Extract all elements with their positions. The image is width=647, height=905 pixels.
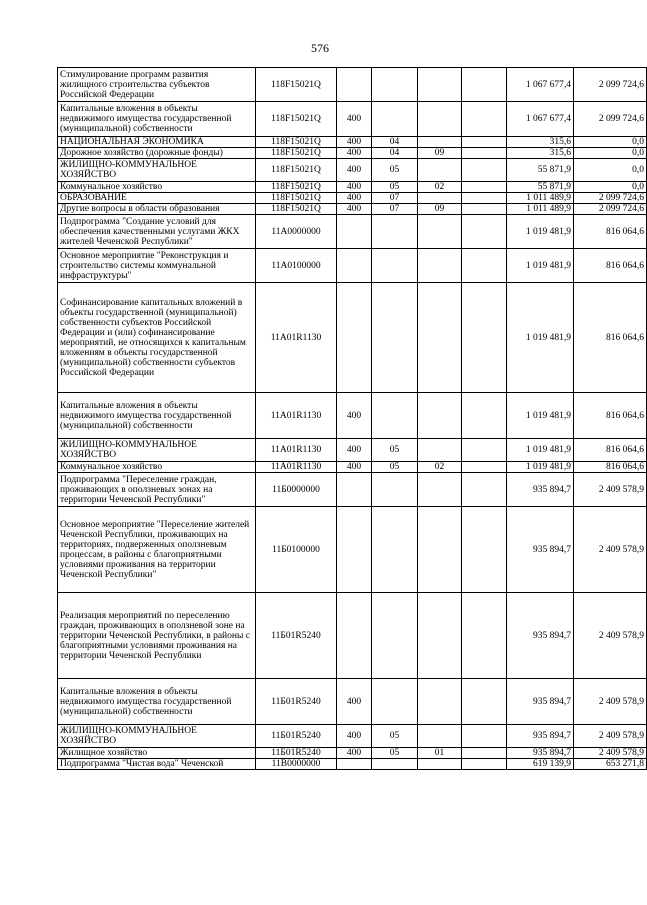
row-value-2020-cell: 935 894,7: [507, 473, 574, 507]
row-value-2020-cell: 315,6: [507, 148, 574, 159]
row-subsection-cell: [418, 759, 462, 770]
row-empty-cell: [462, 393, 507, 439]
row-name-cell: Стимулирование программ развития жилищного строительства субъектов Российской Федерации: [58, 68, 256, 102]
row-value-2020-cell: 55 871,9: [507, 182, 574, 193]
row-value-2021-cell: 0,0: [574, 148, 647, 159]
row-name-cell: Реализация мероприятий по переселению граждан, проживающих в оползневой зоне на территории Чеченской Республики, в районы с благоприятными условиями проживания на территории Чеченской Республики: [58, 593, 256, 679]
row-section-cell: [372, 283, 418, 393]
page-number: 576: [311, 41, 329, 55]
row-value-2021-cell: 0,0: [574, 137, 647, 148]
row-subsection-cell: [418, 249, 462, 283]
row-value-2021-cell: 2 409 578,9: [574, 679, 647, 725]
row-subsection-cell: 09: [418, 204, 462, 215]
table-row: [58, 473, 647, 507]
row-code-cell: 11А0100000: [256, 249, 337, 283]
row-expense-type-cell: 400: [337, 193, 372, 204]
row-empty-cell: [462, 439, 507, 462]
budget-table: [57, 67, 647, 770]
row-empty-cell: [462, 759, 507, 770]
row-section-cell: 04: [372, 148, 418, 159]
row-expense-type-cell: 400: [337, 439, 372, 462]
row-value-2020-cell: 1 011 489,9: [507, 204, 574, 215]
row-subsection-cell: [418, 193, 462, 204]
row-section-cell: 05: [372, 462, 418, 473]
row-section-cell: [372, 507, 418, 593]
row-value-2021-cell: 2 099 724,6: [574, 193, 647, 204]
row-empty-cell: [462, 593, 507, 679]
table-row: [58, 748, 647, 759]
row-code-cell: 118F15021Q: [256, 137, 337, 148]
row-value-2021-cell: 816 064,6: [574, 393, 647, 439]
row-value-2021-cell: 816 064,6: [574, 283, 647, 393]
row-empty-cell: [462, 748, 507, 759]
row-section-cell: [372, 473, 418, 507]
row-code-cell: 11А01R1130: [256, 439, 337, 462]
row-expense-type-cell: [337, 593, 372, 679]
row-subsection-cell: [418, 159, 462, 182]
row-empty-cell: [462, 462, 507, 473]
row-code-cell: 11Б01R5240: [256, 593, 337, 679]
table-row: [58, 593, 647, 679]
row-value-2020-cell: 1 011 489,9: [507, 193, 574, 204]
row-value-2021-cell: 2 099 724,6: [574, 68, 647, 102]
row-value-2020-cell: 1 019 481,9: [507, 439, 574, 462]
row-name-cell: Капитальные вложения в объекты недвижимого имущества государственной (муниципальной) собственности: [58, 393, 256, 439]
row-name-cell: Основное мероприятие "Переселение жителей Чеченской Республики, проживающих на территориях, подверженных оползневым процессам, в районы с благоприятными условиями проживания на территории Чеченской Республики": [58, 507, 256, 593]
row-value-2021-cell: 653 271,8: [574, 759, 647, 770]
row-section-cell: 05: [372, 159, 418, 182]
row-section-cell: 05: [372, 725, 418, 748]
row-section-cell: [372, 102, 418, 137]
table-row: [58, 68, 647, 102]
row-section-cell: [372, 215, 418, 249]
row-section-cell: 07: [372, 193, 418, 204]
row-name-cell: Жилищное хозяйство: [58, 748, 256, 759]
row-expense-type-cell: [337, 507, 372, 593]
row-subsection-cell: 01: [418, 748, 462, 759]
row-value-2021-cell: 2 409 578,9: [574, 473, 647, 507]
row-name-cell: ЖИЛИЩНО-КОММУНАЛЬНОЕ ХОЗЯЙСТВО: [58, 159, 256, 182]
row-subsection-cell: [418, 215, 462, 249]
row-section-cell: [372, 249, 418, 283]
row-code-cell: 11Б01R5240: [256, 748, 337, 759]
row-name-cell: Подпрограмма "Создание условий для обеспечения качественными услугами ЖКХ жителей Чеченской Республики": [58, 215, 256, 249]
row-empty-cell: [462, 507, 507, 593]
row-expense-type-cell: 400: [337, 679, 372, 725]
row-expense-type-cell: 400: [337, 137, 372, 148]
row-expense-type-cell: 400: [337, 748, 372, 759]
row-empty-cell: [462, 283, 507, 393]
row-value-2021-cell: 2 409 578,9: [574, 507, 647, 593]
row-name-cell: Капитальные вложения в объекты недвижимого имущества государственной (муниципальной) собственности: [58, 102, 256, 137]
row-section-cell: [372, 593, 418, 679]
row-empty-cell: [462, 148, 507, 159]
row-empty-cell: [462, 473, 507, 507]
row-expense-type-cell: [337, 759, 372, 770]
row-subsection-cell: [418, 679, 462, 725]
row-name-cell: ЖИЛИЩНО-КОММУНАЛЬНОЕ ХОЗЯЙСТВО: [58, 439, 256, 462]
row-value-2020-cell: 935 894,7: [507, 593, 574, 679]
row-subsection-cell: [418, 137, 462, 148]
row-name-cell: ОБРАЗОВАНИЕ: [58, 193, 256, 204]
row-value-2021-cell: 2 409 578,9: [574, 593, 647, 679]
row-section-cell: 07: [372, 204, 418, 215]
row-section-cell: 05: [372, 748, 418, 759]
row-name-cell: Софинансирование капитальных вложений в объекты государственной (муниципальной) собственности субъектов Российской Федерации и (или) софинансирование мероприятий, не относящихся к капитальным вложениям в объекты государственной (муниципальной) собственности субъектов Российской Федерации: [58, 283, 256, 393]
row-expense-type-cell: [337, 215, 372, 249]
row-section-cell: 05: [372, 182, 418, 193]
row-section-cell: [372, 393, 418, 439]
row-name-cell: Подпрограмма "Переселение граждан, проживающих в оползневых зонах на территории Чеченской Республики": [58, 473, 256, 507]
table-row: [58, 215, 647, 249]
row-expense-type-cell: 400: [337, 102, 372, 137]
row-code-cell: 118F15021Q: [256, 68, 337, 102]
row-expense-type-cell: 400: [337, 182, 372, 193]
table-row: [58, 507, 647, 593]
row-expense-type-cell: 400: [337, 204, 372, 215]
row-code-cell: 118F15021Q: [256, 159, 337, 182]
table-body: [58, 68, 647, 770]
row-expense-type-cell: 400: [337, 393, 372, 439]
row-subsection-cell: 02: [418, 462, 462, 473]
row-expense-type-cell: 400: [337, 148, 372, 159]
row-value-2021-cell: 816 064,6: [574, 249, 647, 283]
row-code-cell: 118F15021Q: [256, 102, 337, 137]
row-expense-type-cell: 400: [337, 159, 372, 182]
table-row: [58, 393, 647, 439]
row-empty-cell: [462, 249, 507, 283]
table-row: [58, 159, 647, 182]
table-row: [58, 725, 647, 748]
row-value-2021-cell: 0,0: [574, 159, 647, 182]
row-section-cell: [372, 759, 418, 770]
row-value-2020-cell: 935 894,7: [507, 679, 574, 725]
row-subsection-cell: [418, 102, 462, 137]
row-name-cell: Капитальные вложения в объекты недвижимого имущества государственной (муниципальной) собственности: [58, 679, 256, 725]
row-empty-cell: [462, 68, 507, 102]
row-value-2021-cell: 816 064,6: [574, 439, 647, 462]
table-row: [58, 182, 647, 193]
row-name-cell: Подпрограмма "Чистая вода" Чеченской: [58, 759, 256, 770]
row-value-2020-cell: 1 019 481,9: [507, 215, 574, 249]
row-value-2020-cell: 619 139,9: [507, 759, 574, 770]
row-value-2020-cell: 935 894,7: [507, 748, 574, 759]
row-name-cell: Основное мероприятие "Реконструкция и строительство системы коммунальной инфраструктуры": [58, 249, 256, 283]
row-subsection-cell: [418, 68, 462, 102]
row-code-cell: 118F15021Q: [256, 204, 337, 215]
row-value-2021-cell: 816 064,6: [574, 215, 647, 249]
row-empty-cell: [462, 679, 507, 725]
row-empty-cell: [462, 193, 507, 204]
row-code-cell: 11Б0100000: [256, 507, 337, 593]
row-value-2020-cell: 935 894,7: [507, 725, 574, 748]
row-value-2021-cell: 2 409 578,9: [574, 725, 647, 748]
row-empty-cell: [462, 137, 507, 148]
row-name-cell: Дорожное хозяйство (дорожные фонды): [58, 148, 256, 159]
row-empty-cell: [462, 159, 507, 182]
row-value-2020-cell: 1 019 481,9: [507, 249, 574, 283]
row-subsection-cell: 09: [418, 148, 462, 159]
row-name-cell: Коммунальное хозяйство: [58, 462, 256, 473]
table-row: [58, 102, 647, 137]
row-subsection-cell: [418, 473, 462, 507]
row-code-cell: 118F15021Q: [256, 193, 337, 204]
row-subsection-cell: [418, 439, 462, 462]
row-name-cell: Коммунальное хозяйство: [58, 182, 256, 193]
row-value-2020-cell: 1 019 481,9: [507, 283, 574, 393]
row-name-cell: ЖИЛИЩНО-КОММУНАЛЬНОЕ ХОЗЯЙСТВО: [58, 725, 256, 748]
row-code-cell: 118F15021Q: [256, 182, 337, 193]
table-row: [58, 283, 647, 393]
table-row: [58, 193, 647, 204]
row-value-2020-cell: 1 019 481,9: [507, 393, 574, 439]
row-value-2021-cell: 2 099 724,6: [574, 102, 647, 137]
row-value-2020-cell: 55 871,9: [507, 159, 574, 182]
row-expense-type-cell: [337, 283, 372, 393]
row-subsection-cell: 02: [418, 182, 462, 193]
table-row: [58, 462, 647, 473]
table-row: [58, 204, 647, 215]
table-row: [58, 679, 647, 725]
row-empty-cell: [462, 182, 507, 193]
row-section-cell: [372, 679, 418, 725]
row-code-cell: 11Б0000000: [256, 473, 337, 507]
row-expense-type-cell: 400: [337, 725, 372, 748]
row-code-cell: 118F15021Q: [256, 148, 337, 159]
table-row: [58, 148, 647, 159]
row-section-cell: 04: [372, 137, 418, 148]
table-row: [58, 137, 647, 148]
row-name-cell: Другие вопросы в области образования: [58, 204, 256, 215]
row-expense-type-cell: [337, 68, 372, 102]
table-row: [58, 759, 647, 770]
row-empty-cell: [462, 215, 507, 249]
row-code-cell: 11В0000000: [256, 759, 337, 770]
row-empty-cell: [462, 102, 507, 137]
row-value-2020-cell: 315,6: [507, 137, 574, 148]
row-section-cell: [372, 68, 418, 102]
row-value-2020-cell: 1 067 677,4: [507, 102, 574, 137]
row-code-cell: 11А01R1130: [256, 462, 337, 473]
row-value-2021-cell: 2 409 578,9: [574, 748, 647, 759]
row-code-cell: 11А0000000: [256, 215, 337, 249]
table-row: [58, 249, 647, 283]
row-value-2021-cell: 816 064,6: [574, 462, 647, 473]
row-name-cell: НАЦИОНАЛЬНАЯ ЭКОНОМИКА: [58, 137, 256, 148]
row-code-cell: 11Б01R5240: [256, 725, 337, 748]
row-value-2020-cell: 1 019 481,9: [507, 462, 574, 473]
row-subsection-cell: [418, 283, 462, 393]
row-expense-type-cell: 400: [337, 462, 372, 473]
row-subsection-cell: [418, 507, 462, 593]
row-code-cell: 11А01R1130: [256, 283, 337, 393]
row-subsection-cell: [418, 393, 462, 439]
row-expense-type-cell: [337, 473, 372, 507]
row-subsection-cell: [418, 593, 462, 679]
row-subsection-cell: [418, 725, 462, 748]
row-code-cell: 11А01R1130: [256, 393, 337, 439]
row-empty-cell: [462, 204, 507, 215]
row-code-cell: 11Б01R5240: [256, 679, 337, 725]
row-value-2021-cell: 2 099 724,6: [574, 204, 647, 215]
row-empty-cell: [462, 725, 507, 748]
row-value-2020-cell: 935 894,7: [507, 507, 574, 593]
row-value-2020-cell: 1 067 677,4: [507, 68, 574, 102]
row-expense-type-cell: [337, 249, 372, 283]
row-section-cell: 05: [372, 439, 418, 462]
row-value-2021-cell: 0,0: [574, 182, 647, 193]
table-row: [58, 439, 647, 462]
